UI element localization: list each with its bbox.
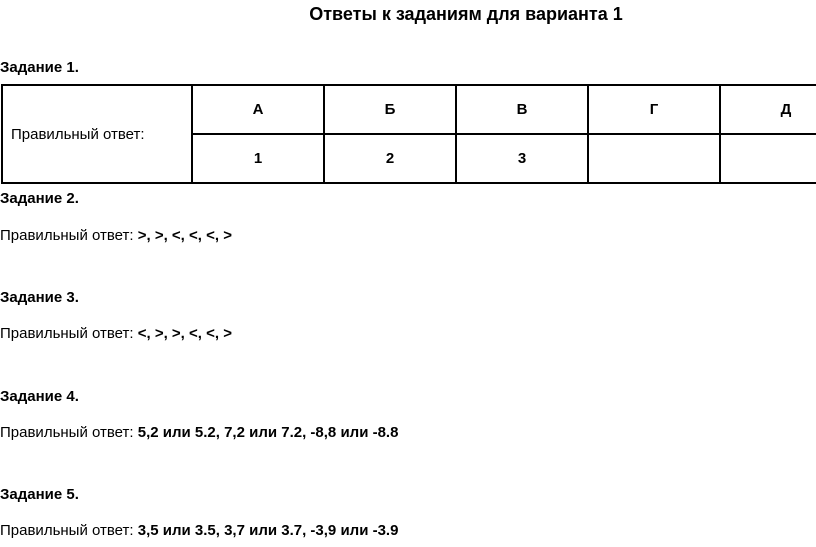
column-header-d: Д (720, 85, 816, 134)
column-header-a: А (192, 85, 324, 134)
task-1-heading: Задание 1. (0, 59, 79, 76)
answer-prefix: Правильный ответ: (0, 227, 138, 244)
answer-cell-a: 1 (192, 134, 324, 183)
table-header-row (2, 85, 816, 134)
task-5-answer (0, 522, 398, 539)
answer-label-cell: Правильный ответ: (2, 85, 192, 183)
answer-prefix: Правильный ответ: (0, 522, 138, 539)
answer-cell-v: 3 (456, 134, 588, 183)
task-2-answer (0, 227, 232, 244)
column-header-v: В (456, 85, 588, 134)
answer-prefix: Правильный ответ: (0, 424, 138, 441)
answer-table (1, 84, 816, 184)
task-5-heading: Задание 5. (0, 486, 79, 503)
column-header-g: Г (588, 85, 720, 134)
answer-cell-b: 2 (324, 134, 456, 183)
answer-value: >, >, <, <, <, > (137, 227, 232, 244)
page-title: Ответы к заданиям для варианта 1 (309, 4, 623, 24)
task-2-heading: Задание 2. (0, 190, 79, 207)
answer-value: 3,5 или 3.5, 3,7 или 3.7, -3,9 или -3.9 (137, 522, 399, 539)
answer-cell-g (588, 134, 720, 183)
task-3-heading: Задание 3. (0, 289, 79, 306)
column-header-b: Б (324, 85, 456, 134)
answer-value: <, >, >, <, <, > (137, 325, 232, 342)
task-3-answer (0, 325, 232, 342)
task-4-heading: Задание 4. (0, 388, 79, 405)
answer-value: 5,2 или 5.2, 7,2 или 7.2, -8,8 или -8.8 (137, 424, 399, 441)
answer-cell-d (720, 134, 816, 183)
answer-prefix: Правильный ответ: (0, 325, 138, 342)
task-4-answer (0, 424, 398, 441)
